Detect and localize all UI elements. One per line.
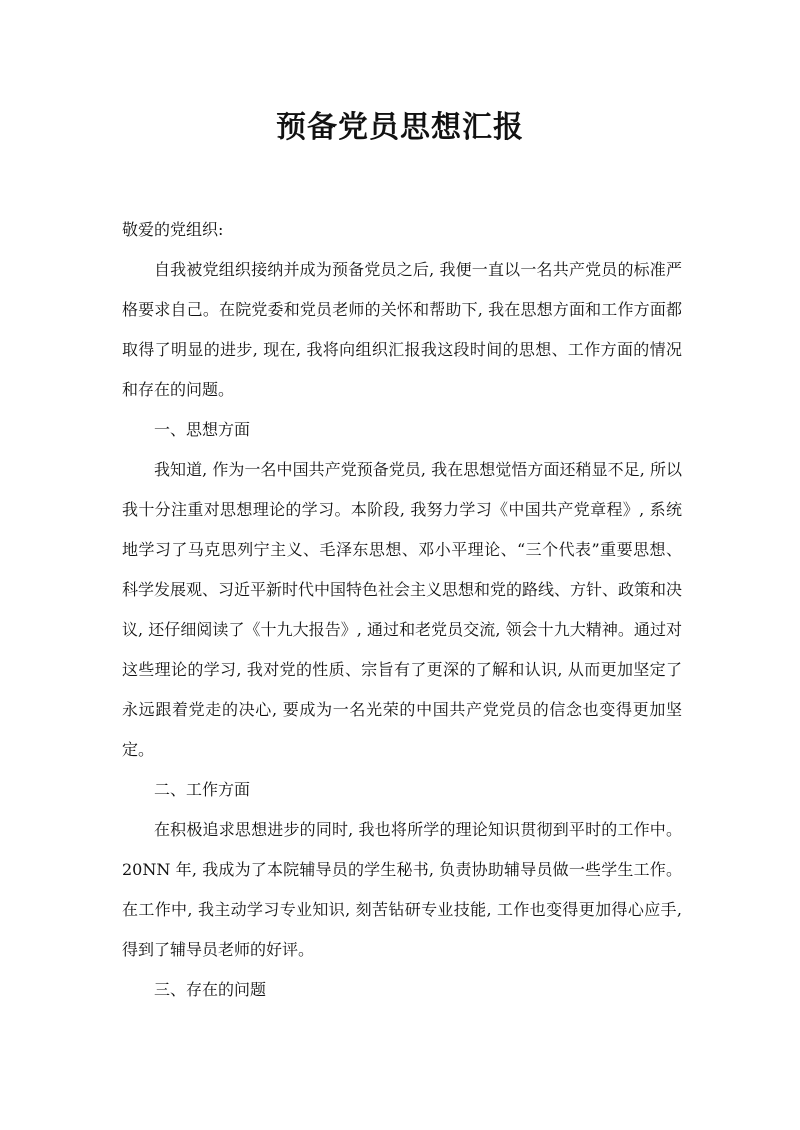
section-paragraph-work: 在积极追求思想进步的同时, 我也将所学的理论知识贯彻到平时的工作中。20NN 年, 我成为了本院辅导员的学生秘书, 负责协助辅导员做一些学生工作。在工作中, 我主动学习专业知识, 刻苦钻研专业技能, 工作也变得更加得心应手, 得到了辅导员老师的好评。 — [122, 820, 682, 959]
section-heading-problems: 三、存在的问题 — [154, 980, 267, 999]
document-title: 预备党员思想汇报 — [276, 110, 524, 145]
salutation: 敬爱的党组织: — [122, 220, 224, 239]
section-heading-work: 二、工作方面 — [154, 780, 251, 799]
section-paragraph-thought: 我知道, 作为一名中国共产党预备党员, 我在思想觉悟方面还稍显不足, 所以我十分注重对思想理论的学习。本阶段, 我努力学习《中国共产党章程》, 系统地学习了马克思列宁主义、毛泽东思想、邓小平理论、“三个代表”重要思想、科学发展观、习近平新时代中国特色社会主义思想和党的路线、方针、政策和决议, 还仔细阅读了《十九大报告》, 通过和老党员交流, 领会十九大精神。通过对这些理论的学习, 我对党的性质、宗旨有了更深的了解和认识, 从而更加坚定了永远跟着党走的决心, 要成为一名光荣的中国共产党党员的信念也变得更加坚定。 — [122, 460, 683, 759]
intro-paragraph: 自我被党组织接纳并成为预备党员之后, 我便一直以一名共产党员的标准严格要求自己。在院党委和党员老师的关怀和帮助下, 我在思想方面和工作方面都取得了明显的进步, 现在, 我将向组织汇报我这段时间的思想、工作方面的情况和存在的问题。 — [122, 260, 682, 399]
document-body — [122, 210, 682, 1010]
section-heading-thought: 一、思想方面 — [154, 420, 251, 439]
